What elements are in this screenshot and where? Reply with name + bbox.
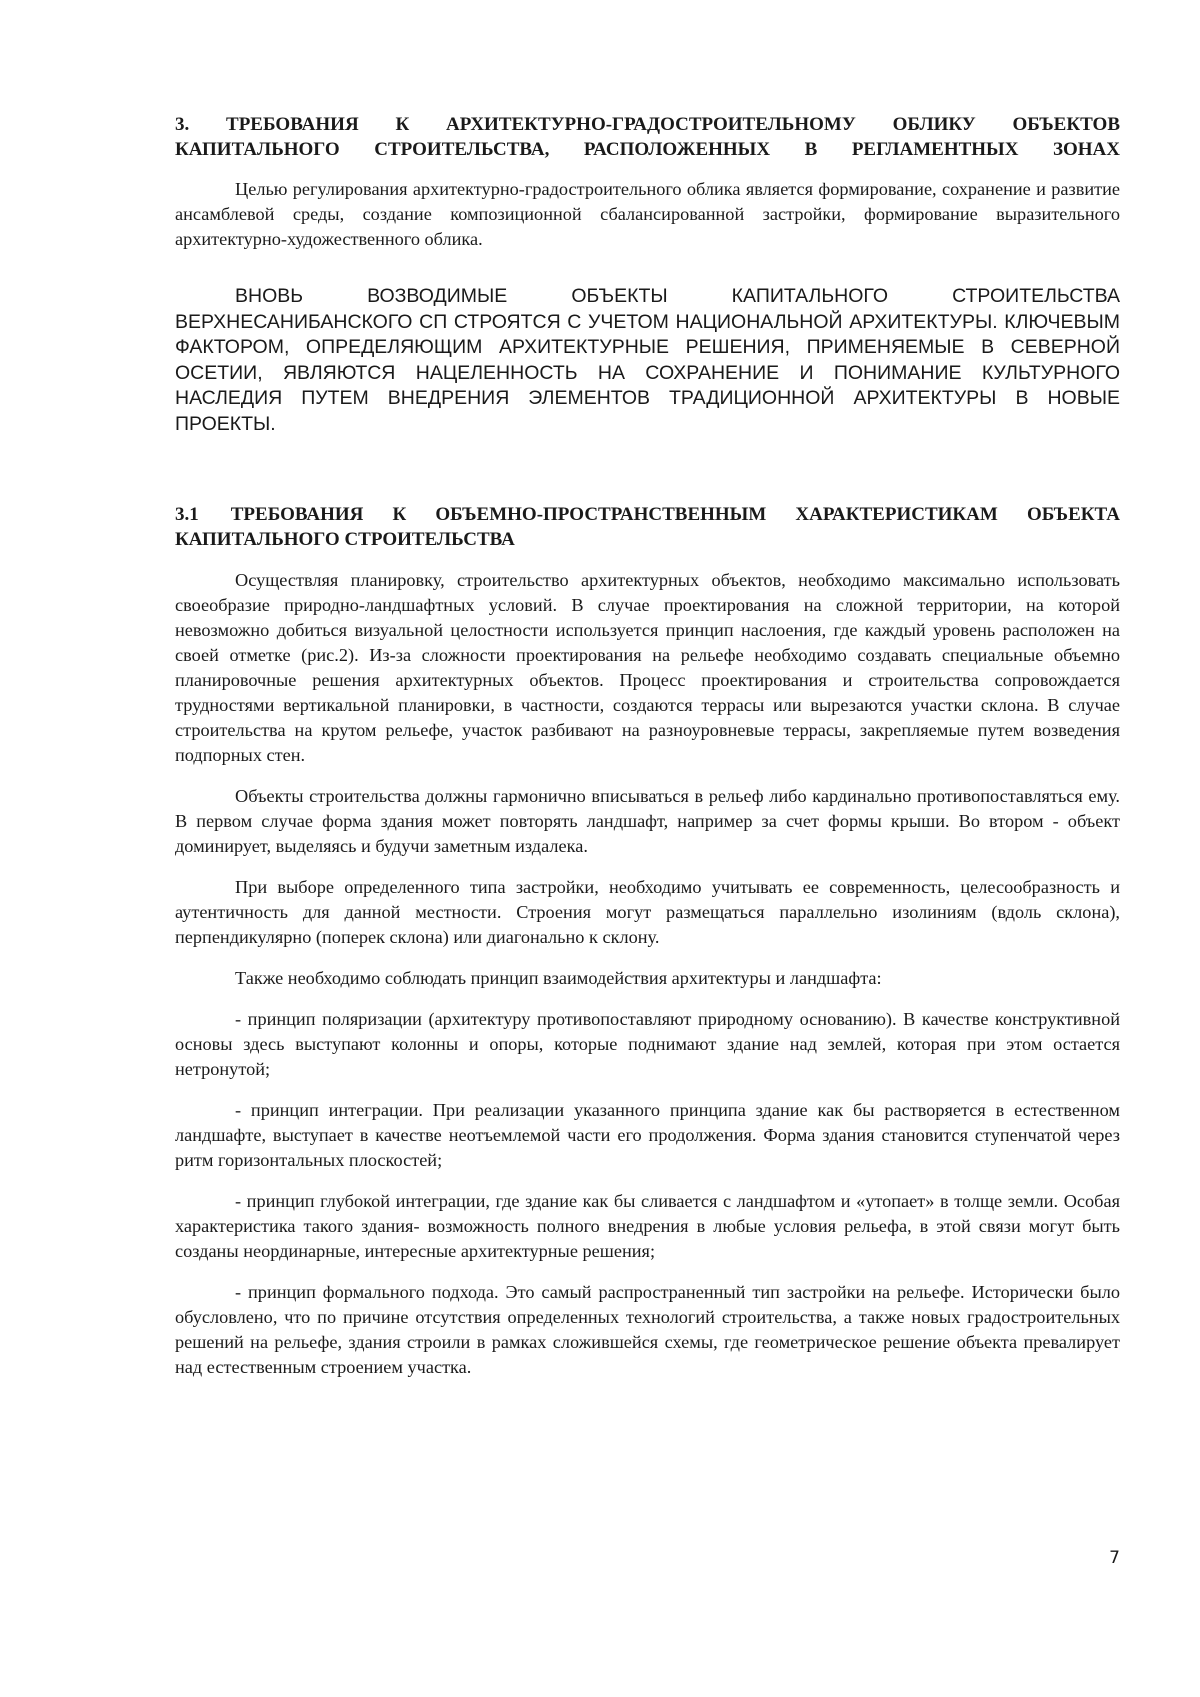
section-3-intro-paragraph: Целью регулирования архитектурно-градостроительного облика является формирование, сохранение и развитие ансамблевой среды, создание композиционной сбалансированной застройки, формирование выразительного архитектурно-художественного облика. — [175, 179, 1120, 249]
list-item-formal-approach: - принцип формального подхода. Это самый распространенный тип застройки на рельефе. Исторически было обусловлено, что по причине отсутствия определенных технологий строительства, а также новых градостроительных решений на рельефе, здания строили в рамках сложившейся схемы, где геометрическое решение объекта превалирует над естественным строением участка. — [175, 1281, 1120, 1377]
section-3-title: 3. ТРЕБОВАНИЯ К АРХИТЕКТУРНО-ГРАДОСТРОИТЕЛЬНОМУ ОБЛИКУ ОБЪЕКТОВ КАПИТАЛЬНОГО СТРОИТЕЛЬСТВА, РАСПОЛОЖЕННЫХ В РЕГЛАМЕНТНЫХ ЗОНАХ — [175, 114, 1120, 160]
list-item-polarization: - принцип поляризации (архитектуру противопоставляют природному основанию). В качестве конструктивной основы здесь выступают колонны и опоры, которые поднимают здание над землей, которая при этом остается нетронутой; — [175, 1008, 1120, 1079]
section-3-1-heading — [175, 502, 1120, 552]
section-3-caps-paragraph: ВНОВЬ ВОЗВОДИМЫЕ ОБЪЕКТЫ КАПИТАЛЬНОГО СТРОИТЕЛЬСТВА ВЕРХНЕСАНИБАНСКОГО СП СТРОЯТСЯ С УЧЕТОМ НАЦИОНАЛЬНОЙ АРХИТЕКТУРЫ. КЛЮЧЕВЫМ ФАКТОРОМ, ОПРЕДЕЛЯЮЩИМ АРХИТЕКТУРНЫЕ РЕШЕНИЯ, ПРИМЕНЯЕМЫЕ В СЕВЕРНОЙ ОСЕТИИ, ЯВЛЯЮТСЯ НАЦЕЛЕННОСТЬ НА СОХРАНЕНИЕ И ПОНИМАНИЕ КУЛЬТУРНОГО НАСЛЕДИЯ ПУТЕМ ВНЕДРЕНИЯ ЭЛЕМЕНТОВ ТРАДИЦИОННОЙ АРХИТЕКТУРЫ В НОВЫЕ ПРОЕКТЫ. — [175, 285, 1120, 435]
section-3-1-title: ТРЕБОВАНИЯ К ОБЪЕМНО-ПРОСТРАНСТВЕННЫМ ХАРАКТЕРИСТИКАМ ОБЪЕКТА КАПИТАЛЬНОГО СТРОИТЕЛЬСТВА — [175, 504, 1120, 550]
document-page — [175, 112, 1120, 1380]
list-item-integration: - принцип интеграции. При реализации указанного принципа здание как бы растворяется в естественном ландшафте, выступает в качестве неотъемлемой части его продолжения. Форма здания становится ступенчатой через ритм горизонтальных плоскостей; — [175, 1099, 1120, 1170]
paragraph-building-type: При выборе определенного типа застройки, необходимо учитывать ее современность, целесообразность и аутентичность для данной местности. Строения могут размещаться параллельно изолиниям (вдоль склона), перпендикулярно (поперек склона) или диагонально к склону. — [175, 876, 1120, 947]
page-number: 7 — [1109, 1548, 1120, 1568]
list-item-deep-integration: - принцип глубокой интеграции, где здание как бы сливается с ландшафтом и «утопает» в толще земли. Особая характеристика такого здания- возможность полного внедрения в любые условия рельефа, в этой связи могут быть созданы неординарные, интересные архитектурные решения; — [175, 1190, 1120, 1261]
paragraph-planning: Осуществляя планировку, строительство архитектурных объектов, необходимо максимально использовать своеобразие природно-ландшафтных условий. В случае проектирования на сложной территории, на которой невозможно добиться визуальной целостности используется принцип наслоения, где каждый уровень расположен на своей отметке (рис.2). Из-за сложности проектирования на рельефе необходимо создавать специальные объемно планировочные решения архитектурных объектов. Процесс проектирования и строительства сопровождается трудностями вертикальной планировки, в частности, создаются террасы или вырезаются участки склона. В случае строительства на крутом рельефе, участок разбивают на разноуровневые террасы, закрепляемые путем возведения подпорных стен. — [175, 569, 1120, 765]
paragraph-interaction-principle: Также необходимо соблюдать принцип взаимодействия архитектуры и ландшафта: — [235, 967, 882, 988]
section-3-1-number: 3.1 — [175, 504, 199, 525]
paragraph-harmony: Объекты строительства должны гармонично вписываться в рельеф либо кардинально противопоставляться ему. В первом случае форма здания может повторять ландшафт, например за счет формы крыши. Во втором - объект доминирует, выделяясь и будучи заметным издалека. — [175, 785, 1120, 856]
